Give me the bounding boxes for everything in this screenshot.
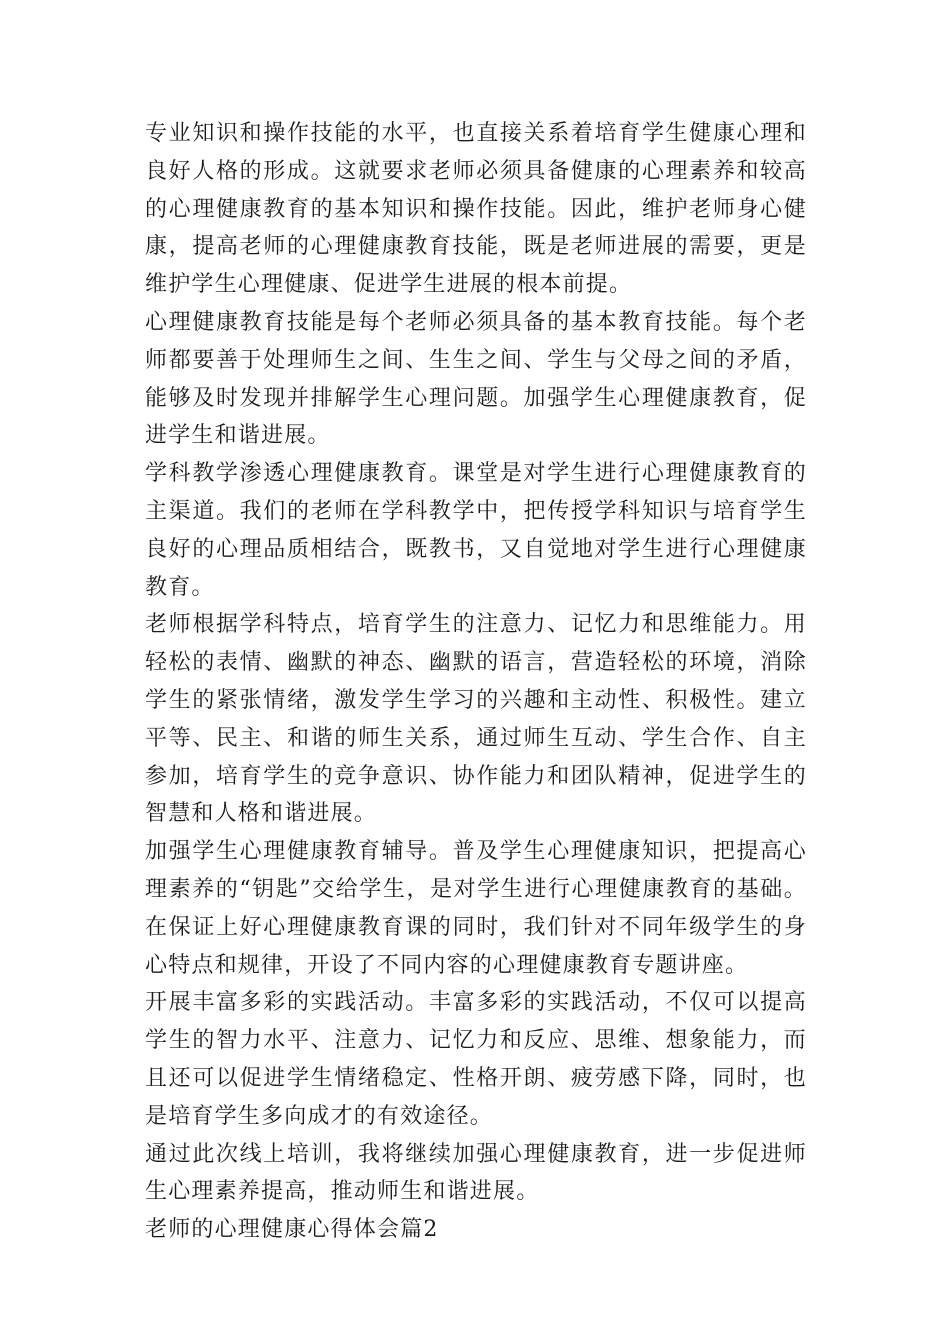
paragraph-6: 开展丰富多彩的实践活动。丰富多彩的实践活动，不仅可以提高学生的智力水平、注意力、记忆力和反应、思维、想象能力，而且还可以促进学生情绪稳定、性格开朗、疲劳感下降，同时，也是培育学生多向成才的有效途径。: [145, 990, 807, 1129]
paragraph-2: 心理健康教育技能是每个老师必须具备的基本教育技能。每个老师都要善于处理师生之间、生生之间、学生与父母之间的矛盾，能够及时发现并排解学生心理问题。加强学生心理健康教育，促进学生和谐进展。: [145, 309, 807, 449]
paragraph-4: 老师根据学科特点，培育学生的注意力、记忆力和思维能力。用轻松的表情、幽默的神态、幽默的语言，营造轻松的环境，消除学生的紧张情绪，激发学生学习的兴趣和主动性、积极性。建立平等、民主、和谐的师生关系，通过师生互动、学生合作、自主参加，培育学生的竞争意识、协作能力和团队精神，促进学生的智慧和人格和谐进展。: [145, 612, 807, 827]
paragraph-3: 学科教学渗透心理健康教育。课堂是对学生进行心理健康教育的主渠道。我们的老师在学科教学中，把传授学科知识与培育学生良好的心理品质相结合，既教书，又自觉地对学生进行心理健康教育。: [145, 461, 807, 600]
document-page: [145, 115, 807, 1249]
paragraph-5: 加强学生心理健康教育辅导。普及学生心理健康知识，把提高心理素养的“钥匙”交给学生，是对学生进行心理健康教育的基础。在保证上好心理健康教育课的同时，我们针对不同年级学生的身心特点和规律，开设了不同内容的心理健康教育专题讲座。: [145, 839, 807, 978]
paragraph-7: 通过此次线上培训，我将继续加强心理健康教育，进一步促进师生心理素养提高，推动师生和谐进展。: [145, 1141, 807, 1205]
section-heading: 老师的心理健康心得体会篇2: [145, 1217, 439, 1243]
paragraph-1: 专业知识和操作技能的水平，也直接关系着培育学生健康心理和良好人格的形成。这就要求老师必须具备健康的心理素养和较高的心理健康教育的基本知识和操作技能。因此，维护老师身心健康，提高老师的心理健康教育技能，既是老师进展的需要，更是维护学生心理健康、促进学生进展的根本前提。: [145, 121, 807, 298]
